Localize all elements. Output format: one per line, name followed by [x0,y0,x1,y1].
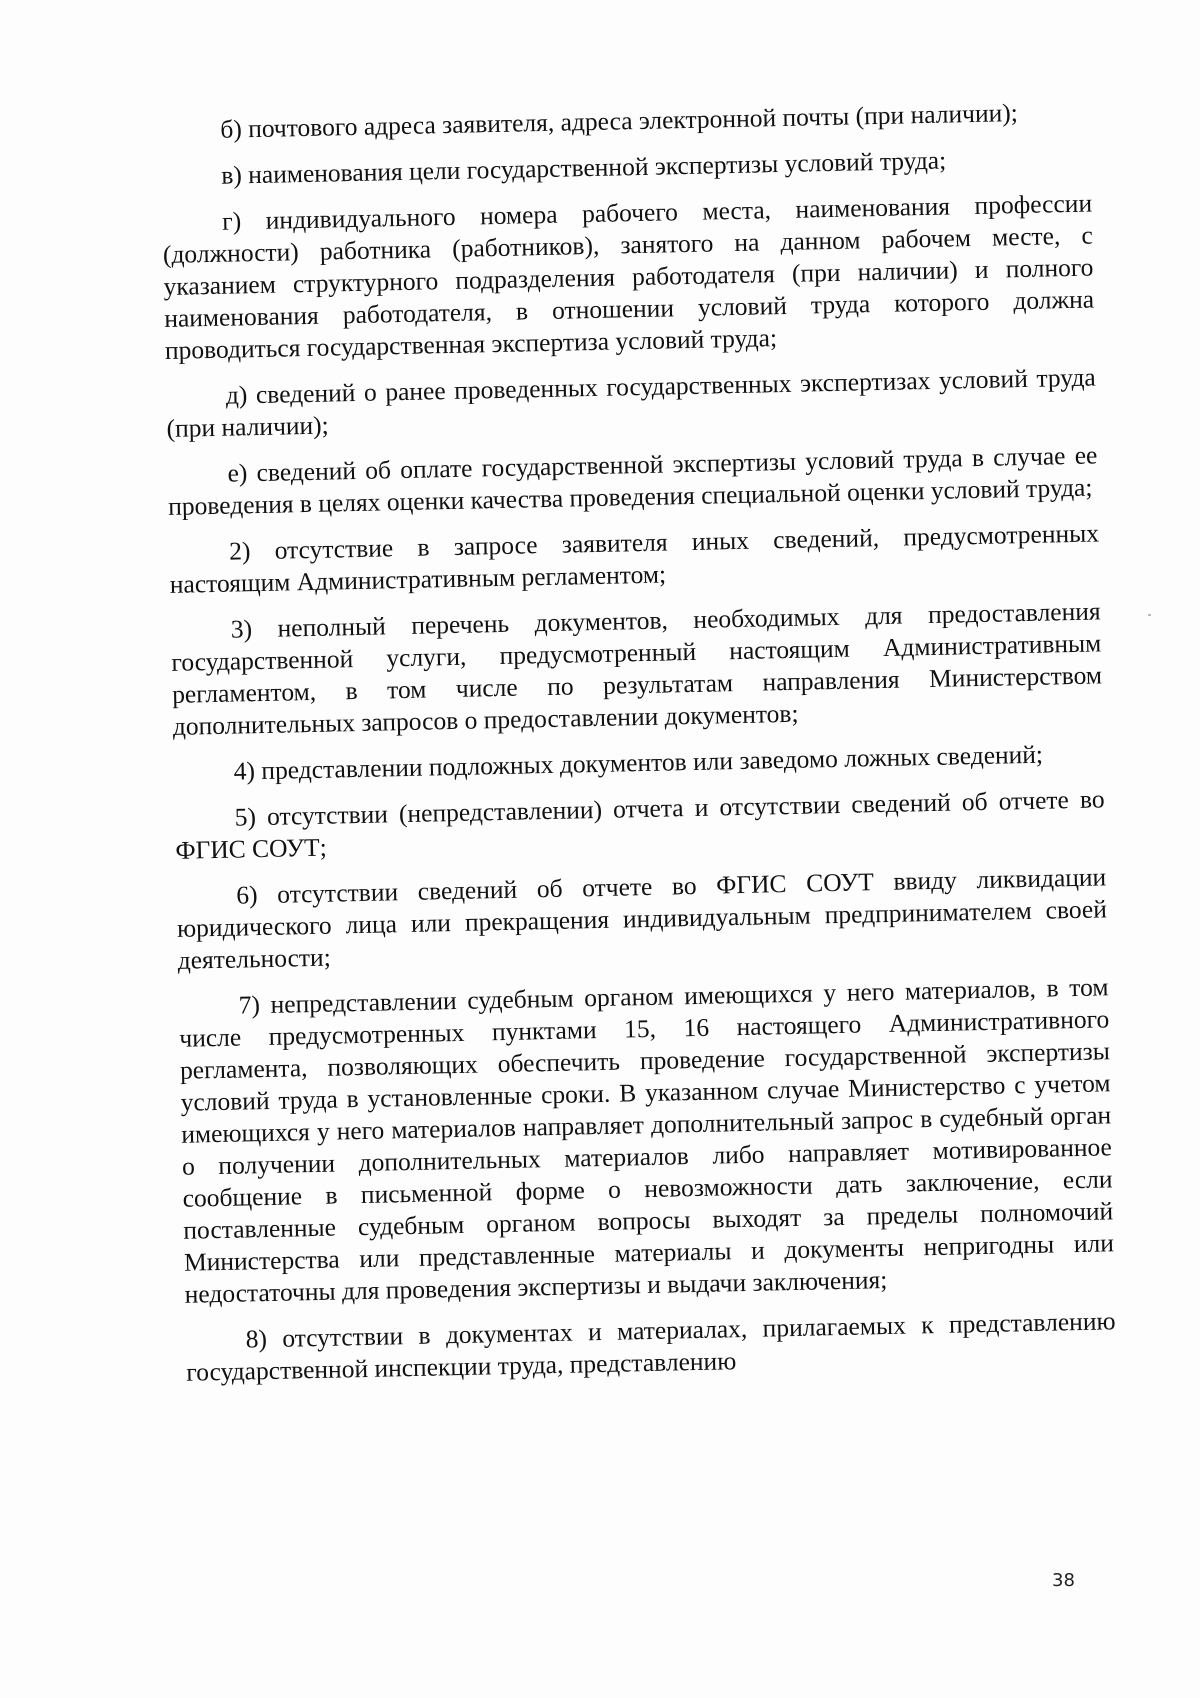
paragraph-item-8: 8) отсутствии в документах и материалах, прилагаемых к представлению государственной инспекции труда, представлению [186,1306,1116,1387]
paragraph-d: д) сведений о ранее проведенных государственных экспертизах условий труда (при наличии); [166,362,1096,443]
paragraph-b: б) почтового адреса заявителя, адреса электронной почты (при наличии); [220,98,1019,144]
scan-speck [1148,614,1151,616]
paragraph-item-2: 2) отсутствие в запросе заявителя иных сведений, предусмотренных настоящим Административным регламентом; [169,518,1100,599]
paragraph-g: г) индивидуального номера рабочего места, наименования профессии (должности) работника (работников), занятого на данном рабочем месте, с указанием структурного подразделения работодателя (при наличии) и полного наименования работодателя, в отношении условий труда которого должна проводиться государственная экспертиза условий труда; [162,188,1095,365]
paragraph-item-4: 4) представлении подложных документов или заведомо ложных сведений; [233,739,1044,786]
paragraph-v: в) наименования цели государственной экспертизы условий труда; [220,145,947,190]
document-body [160,96,1117,1403]
paragraph-item-7: 7) непредставлении судебным органом имеющихся у него материалов, в том числе предусмотренных пунктами 15, 16 настоящего Административного регламента, позволяющих обеспечить проведение государственной экспертизы условий труда в установленные сроки. В указанном случае Министерство с учетом имеющихся у него материалов направляет дополнительный запрос в судебный орган о получении дополнительных материалов либо направляет мотивированное сообщение в письменной форме о невозможности дать заключение, если поставленные судебным органом вопросы выходят за пределы полномочий Министерства или представленные материалы и документы непригодны или недостаточны для проведения экспертизы и выдачи заключения; [179,972,1115,1309]
page-number: 38 [1052,1570,1075,1591]
paragraph-item-5: 5) отсутствии (непредставлении) отчета и отсутствии сведений об отчете во ФГИС СОУТ; [175,784,1105,865]
paragraph-item-6: 6) отсутствии сведений об отчете во ФГИС СОУТ ввиду ликвидации юридического лица или прекращения индивидуальным предпринимателем своей деятельности; [176,862,1108,975]
paragraph-e: е) сведений об оплате государственной экспертизы условий труда в случае ее проведения в целях оценки качества проведения специальной оценки условий труда; [167,440,1098,521]
paragraph-item-3: 3) неполный перечень документов, необходимых для предоставления государственной услуги, предусмотренный настоящим Административным регламентом, в том числе по результатам направления Министерством дополнительных запросов о предоставлении документов; [171,596,1103,741]
